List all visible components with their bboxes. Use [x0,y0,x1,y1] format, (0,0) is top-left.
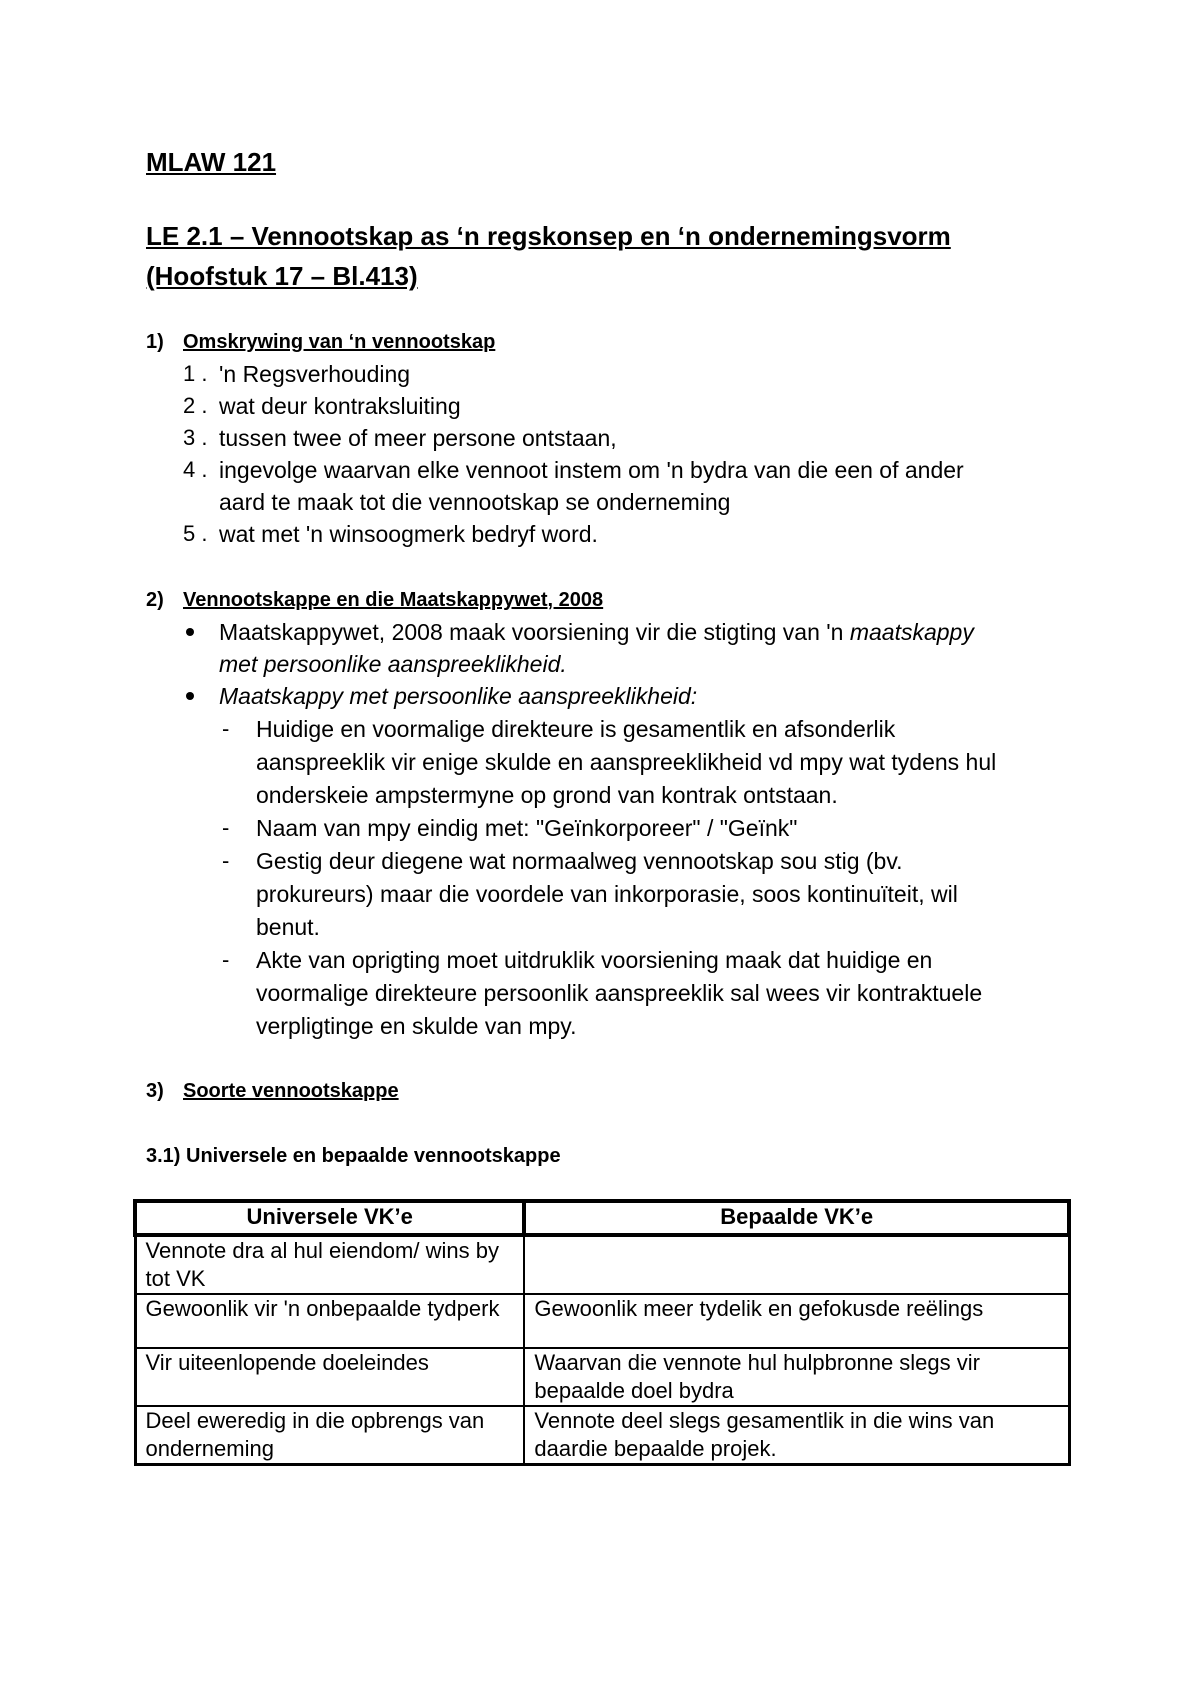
section3-heading: Soorte vennootskappe [183,1080,399,1102]
dash-item-continuation: verpligtinge en skulde van mpy. [256,1013,577,1039]
table-header-row [135,1201,1069,1235]
list-item: wat met 'n winsoogmerk bedryf word. [219,521,598,547]
table-row [135,1235,1069,1294]
section1-heading: Omskrywing van ‘n vennootskap [183,331,496,353]
section1-number: 1) [146,331,164,353]
list-item-number: 1 . [183,361,208,386]
table-cell: Gewoonlik vir 'n onbepaalde tydperk [135,1294,524,1348]
section2-number: 2) [146,589,164,611]
dash-item: Naam van mpy eindig met: "Geïnkorporeer" / "Geïnk" [256,815,798,841]
dash-item-continuation: prokureurs) maar die voordele van inkorporasie, soos kontinuïteit, wil [256,881,958,907]
section3-number: 3) [146,1080,164,1102]
table-header-cell: Bepaalde VK’e [524,1201,1069,1235]
dash-marker: - [222,716,230,741]
list-item: tussen twee of meer persone ontstaan, [219,425,617,451]
dash-item-continuation: voormalige direkteure persoonlik aanspreeklik sal wees vir kontraktuele [256,980,983,1006]
list-item: wat deur kontraksluiting [219,393,461,419]
list-item-number: 3 . [183,425,208,450]
table-row [135,1406,1069,1465]
comparison-table [133,1199,1071,1466]
bullet-item: Maatskappy met persoonlike aanspreeklikheid: [219,683,698,709]
table-cell: Vennote dra al hul eiendom/ wins by tot VK [135,1235,524,1294]
bullet-icon [186,628,194,636]
dash-item: Akte van oprigting moet uitdruklik voorsiening maak dat huidige en [256,947,933,973]
table-cell: Waarvan die vennote hul hulpbronne slegs vir bepaalde doel bydra [524,1348,1069,1406]
bullet-item-continuation: met persoonlike aanspreeklikheid. [219,651,567,677]
section31-heading: 3.1) Universele en bepaalde vennootskappe [146,1145,561,1167]
dash-item-continuation: onderskeie ampstermyne op grond van kontrak ontstaan. [256,782,838,808]
dash-item-continuation: aanspreeklik vir enige skulde en aanspreeklikheid vd mpy wat tydens hul [256,749,997,775]
bullet-text: Maatskappywet, 2008 maak voorsiening vir die stigting van 'n [219,619,850,645]
dash-marker: - [222,947,230,972]
bullet-text-italic: maatskappy [849,619,974,645]
course-code: MLAW 121 [146,147,277,177]
table-row [135,1348,1069,1406]
list-item: ingevolge waarvan elke vennoot instem om 'n bydra van die een of ander [219,457,964,483]
dash-marker: - [222,815,230,840]
dash-item-continuation: benut. [256,914,320,940]
document-title-line2: (Hoofstuk 17 – Bl.413) [146,261,418,291]
list-item: 'n Regsverhouding [219,361,411,387]
bullet-icon [186,692,194,700]
table-cell [524,1235,1069,1294]
document-title-line1: LE 2.1 – Vennootskap as ‘n regskonsep en ‘n ondernemingsvorm [146,221,951,251]
list-item-number: 2 . [183,393,208,418]
list-item-continuation: aard te maak tot die vennootskap se onderneming [219,489,731,515]
dash-item: Gestig deur diegene wat normaalweg vennootskap sou stig (bv. [256,848,903,874]
list-item-number: 4 . [183,457,208,482]
dash-marker: - [222,848,230,873]
bullet-item [219,616,974,648]
table-cell: Deel eweredig in die opbrengs van onderneming [135,1406,524,1465]
section2-heading: Vennootskappe en die Maatskappywet, 2008 [183,589,604,611]
table-cell: Vennote deel slegs gesamentlik in die wins van daardie bepaalde projek. [524,1406,1069,1465]
list-item-number: 5 . [183,521,208,546]
table-cell: Gewoonlik meer tydelik en gefokusde reëlings [524,1294,1069,1348]
dash-item: Huidige en voormalige direkteure is gesamentlik en afsonderlik [256,716,896,742]
table-row [135,1294,1069,1348]
table-header-cell: Universele VK’e [135,1201,524,1235]
table-cell: Vir uiteenlopende doeleindes [135,1348,524,1406]
